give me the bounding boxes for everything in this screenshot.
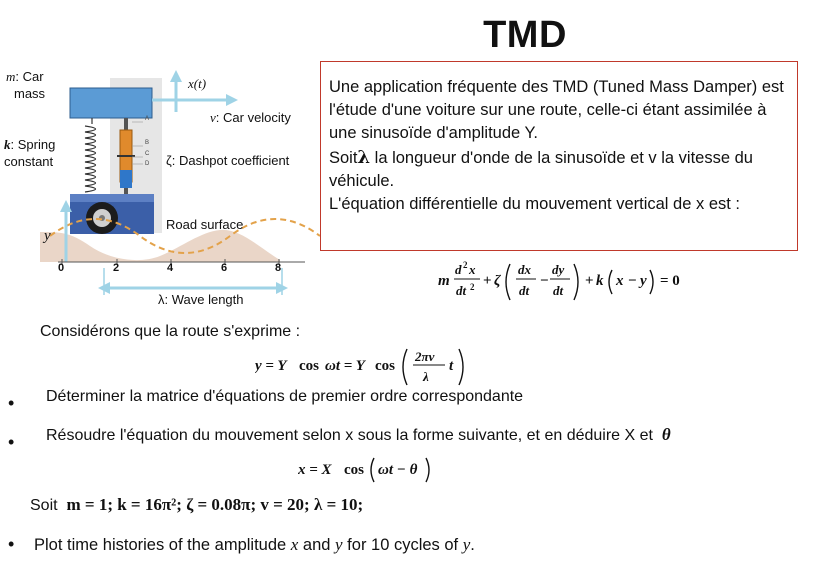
- svg-text:ζ: ζ: [494, 273, 501, 289]
- intro-line3: L'équation différentielle du mouvement vertical de x est :: [329, 195, 741, 214]
- svg-text:ωt − θ: ωt − θ: [378, 462, 418, 478]
- svg-text:λ: λ: [423, 369, 429, 384]
- spring-icon: [85, 118, 96, 192]
- svg-text:y = Y: y = Y: [255, 358, 287, 374]
- svg-text:x = X: x = X: [298, 462, 332, 478]
- tick-2: 2: [113, 262, 120, 274]
- diagram-graphic: [0, 60, 320, 315]
- parameters-values: m = 1; k = 16π²; ζ = 0.08π; v = 20; λ = 10;: [66, 495, 364, 514]
- tick-4: 4: [167, 262, 174, 274]
- dashpot-label: ζ: Dashpot coefficient: [166, 153, 290, 168]
- solution-equation: [298, 452, 448, 491]
- car-mass-block: [70, 88, 152, 118]
- svg-text:t: t: [449, 358, 454, 374]
- intro-soit: Soit: [329, 148, 358, 167]
- tick-0: 0: [58, 262, 65, 274]
- svg-text:y: y: [640, 273, 647, 289]
- bullet-2-text: Résoudre l'équation du mouvement selon x sous la forme suivante, et en déduire X et θ: [46, 425, 671, 444]
- svg-text:k: k: [596, 273, 604, 289]
- svg-text:dt: dt: [553, 283, 564, 298]
- svg-text:x: x: [469, 262, 476, 277]
- road-surface-label: Road surface: [166, 217, 244, 232]
- k-label: k: Spring constant: [4, 137, 56, 169]
- svg-text:dt: dt: [519, 283, 530, 298]
- svg-text:ωt = Y: ωt = Y: [325, 358, 365, 374]
- m-label: m: Car mass: [6, 69, 46, 101]
- svg-text:dy: dy: [552, 262, 565, 277]
- svg-text:+: +: [585, 273, 594, 289]
- svg-text:2: 2: [463, 260, 468, 270]
- bullet-3-dot: •: [8, 534, 15, 554]
- svg-text:= 0: = 0: [660, 273, 680, 289]
- route-text: Considérons que la route s'exprime :: [40, 323, 301, 340]
- svg-text:dx: dx: [518, 262, 531, 277]
- bullet-2-dot: •: [8, 432, 15, 452]
- intro-line2: la longueur d'onde de la sinusoïde et v la vitesse du véhicule.: [329, 148, 753, 190]
- svg-text:−: −: [628, 273, 637, 289]
- soit-label: Soit: [30, 497, 58, 514]
- svg-text:2πv: 2πv: [415, 349, 435, 364]
- differential-equation: [438, 258, 728, 313]
- bullet-1-dot: •: [8, 393, 15, 413]
- svg-text:cos: cos: [375, 358, 395, 374]
- svg-text:+: +: [483, 273, 492, 289]
- velocity-label: v: Car velocity: [210, 110, 291, 125]
- svg-text:cos: cos: [299, 358, 319, 374]
- svg-text:2: 2: [470, 282, 475, 292]
- tag-a: A: [145, 116, 150, 122]
- tag-d: D: [145, 161, 150, 167]
- svg-text:d: d: [455, 262, 462, 277]
- car-suspension-diagram: [0, 60, 320, 315]
- lambda-symbol: λ: [357, 146, 371, 168]
- bullet-3-text: Plot time histories of the amplitude x and y for 10 cycles of y.: [34, 535, 475, 554]
- tick-6: 6: [221, 262, 228, 274]
- xt-label: x(t): [188, 76, 207, 91]
- svg-text:dt: dt: [456, 283, 467, 298]
- svg-text:x: x: [616, 273, 624, 289]
- bullet-1-text: Déterminer la matrice d'équations de premier ordre correspondante: [46, 388, 524, 405]
- parameters-line: [30, 495, 363, 515]
- page-title: TMD: [483, 14, 567, 56]
- tag-c: C: [145, 151, 150, 157]
- svg-text:−: −: [540, 273, 549, 289]
- svg-text:m: m: [438, 273, 450, 289]
- tick-8: 8: [275, 262, 282, 274]
- wheel-image: [70, 194, 154, 234]
- intro-box: [320, 61, 798, 251]
- intro-line1: Une application fréquente des TMD (Tuned Mass Damper) est l'étude d'une voiture sur une route, celle-ci étant assimilée à une sinusoïde d'amplitude Y.: [329, 78, 784, 143]
- tag-b: B: [145, 140, 150, 146]
- y-axis-label: y: [44, 228, 51, 244]
- svg-text:cos: cos: [344, 462, 364, 478]
- road-surface-curve: [40, 230, 280, 262]
- wavelength-label: λ: Wave length: [158, 292, 244, 307]
